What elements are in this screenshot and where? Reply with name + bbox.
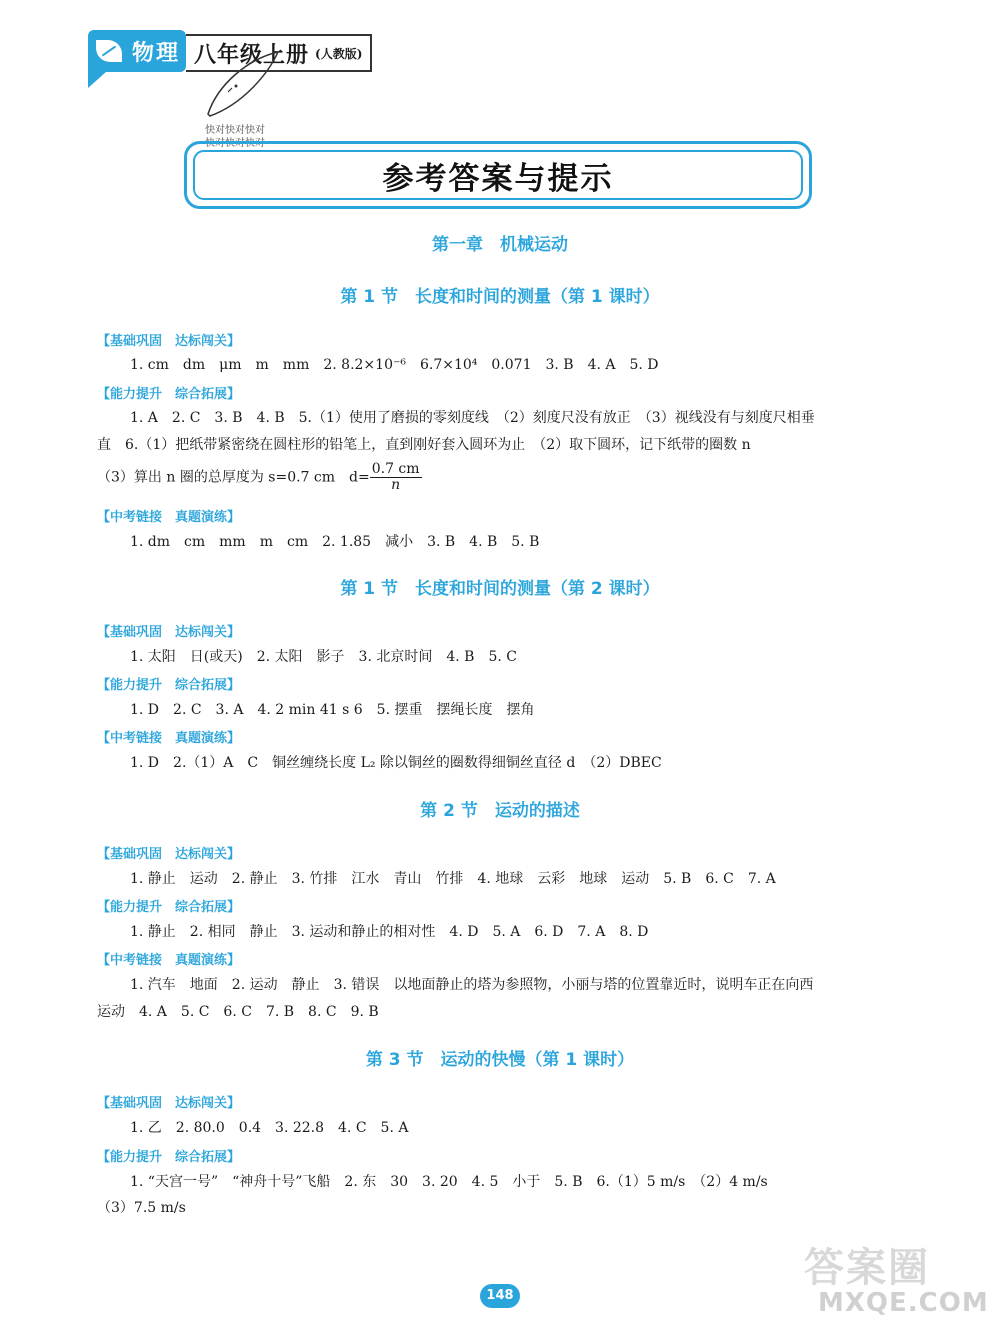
basic-label: 【基础巩固 达标闯关】: [97, 625, 241, 640]
pen-doodle-icon: [198, 44, 288, 124]
ability-label: 【能力提升 综合拓展】: [97, 900, 241, 915]
watermark: [776, 1236, 989, 1326]
basic-label: 【基础巩固 达标闯关】: [97, 1096, 241, 1111]
exam-answers: 1. dm cm mm m cm 2. 1.85 减小 3. B 4. B 5. B: [130, 534, 540, 550]
fraction: [370, 462, 422, 493]
leaf-icon: [96, 40, 122, 62]
page-title: 参考答案与提示: [382, 160, 614, 197]
ability-answers: 1. 静止 2. 相同 静止 3. 运动和静止的相对性 4. D 5. A 6. D 7. A 8. D: [130, 924, 649, 940]
ability-label: 【能力提升 综合拓展】: [97, 1150, 241, 1165]
title-banner: [184, 141, 812, 209]
ability-answers: 1. D 2. C 3. A 4. 2 min 41 s 6 5. 摆重 摆绳长度 摆角: [130, 702, 535, 718]
edition-label: (人教版): [315, 46, 363, 61]
exam-label: 【中考链接 真题演练】: [97, 510, 241, 525]
ability-answers-line: 1. “天宫一号” “神舟十号”飞船 2. 东 30 3. 20 4. 5 小于 5. B 6.（1）5 m/s （2）4 m/s: [130, 1174, 768, 1190]
ability-answers-line: 1. A 2. C 3. B 4. B 5.（1）使用了磨损的零刻度线 （2）刻度尺没有放正 （3）视线没有与刻度尺相垂: [130, 410, 815, 426]
section-title: 第 1 节 长度和时间的测量（第 2 课时）: [340, 579, 660, 599]
ability-answers-text: （3）算出 n 圈的总厚度为 s=0.7 cm d=: [97, 469, 370, 486]
section-title: 第 3 节 运动的快慢（第 1 课时）: [365, 1050, 635, 1070]
fraction-denominator: n: [391, 477, 401, 493]
note-line-2: 快对快对快对: [205, 138, 265, 149]
exam-answers: 1. D 2.（1）A C 铜丝缠绕长度 L₂ 除以铜丝的圈数得细铜丝直径 d （2）DBEC: [130, 755, 662, 771]
exam-answers-line: 运动 4. A 5. C 6. C 7. B 8. C 9. B: [97, 1004, 379, 1020]
grade-label: 八年级上册: [194, 41, 310, 68]
ability-answers-line: [97, 462, 422, 493]
basic-answers: 1. 静止 运动 2. 静止 3. 竹排 江水 青山 竹排 4. 地球 云彩 地球 运动 5. B 6. C 7. A: [130, 871, 776, 887]
fraction-numerator: 0.7 cm: [371, 461, 420, 477]
watermark-url: MXQE.COM: [818, 1288, 989, 1318]
subject-label: 物理: [132, 40, 181, 66]
basic-label: 【基础巩固 达标闯关】: [97, 847, 241, 862]
subject-tab: [88, 30, 186, 72]
ability-answers-line: （3）7.5 m/s: [97, 1200, 186, 1216]
basic-answers: 1. cm dm μm m mm 2. 8.2×10⁻⁶ 6.7×10⁴ 0.071 3. B 4. A 5. D: [130, 357, 659, 373]
exam-answers-line: 1. 汽车 地面 2. 运动 静止 3. 错误 以地面静止的塔为参照物，小丽与塔的位置靠近时，说明车正在向西: [130, 977, 814, 993]
basic-label: 【基础巩固 达标闯关】: [97, 334, 241, 349]
title-banner-inner: [193, 150, 803, 200]
basic-answers: 1. 乙 2. 80.0 0.4 3. 22.8 4. C 5. A: [130, 1120, 409, 1136]
exam-label: 【中考链接 真题演练】: [97, 953, 241, 968]
chapter-heading: 第一章 机械运动: [432, 235, 568, 255]
subject-tab-tail: [88, 72, 106, 88]
ability-answers-line: 直 6.（1）把纸带紧密绕在圆柱形的铅笔上，直到刚好套入圆环为止 （2）取下圆环，记下纸带的圈数 n: [97, 437, 751, 453]
note-line-1: 快对快对快对: [205, 125, 265, 136]
ability-label: 【能力提升 综合拓展】: [97, 678, 241, 693]
watermark-text: 答案圈: [804, 1245, 930, 1291]
section-title: 第 2 节 运动的描述: [420, 801, 580, 821]
exam-label: 【中考链接 真题演练】: [97, 731, 241, 746]
section-title: 第 1 节 长度和时间的测量（第 1 课时）: [340, 287, 660, 307]
basic-answers: 1. 太阳 日(或天) 2. 太阳 影子 3. 北京时间 4. B 5. C: [130, 649, 517, 665]
ability-label: 【能力提升 综合拓展】: [97, 387, 241, 402]
page-number: 148: [480, 1284, 520, 1308]
